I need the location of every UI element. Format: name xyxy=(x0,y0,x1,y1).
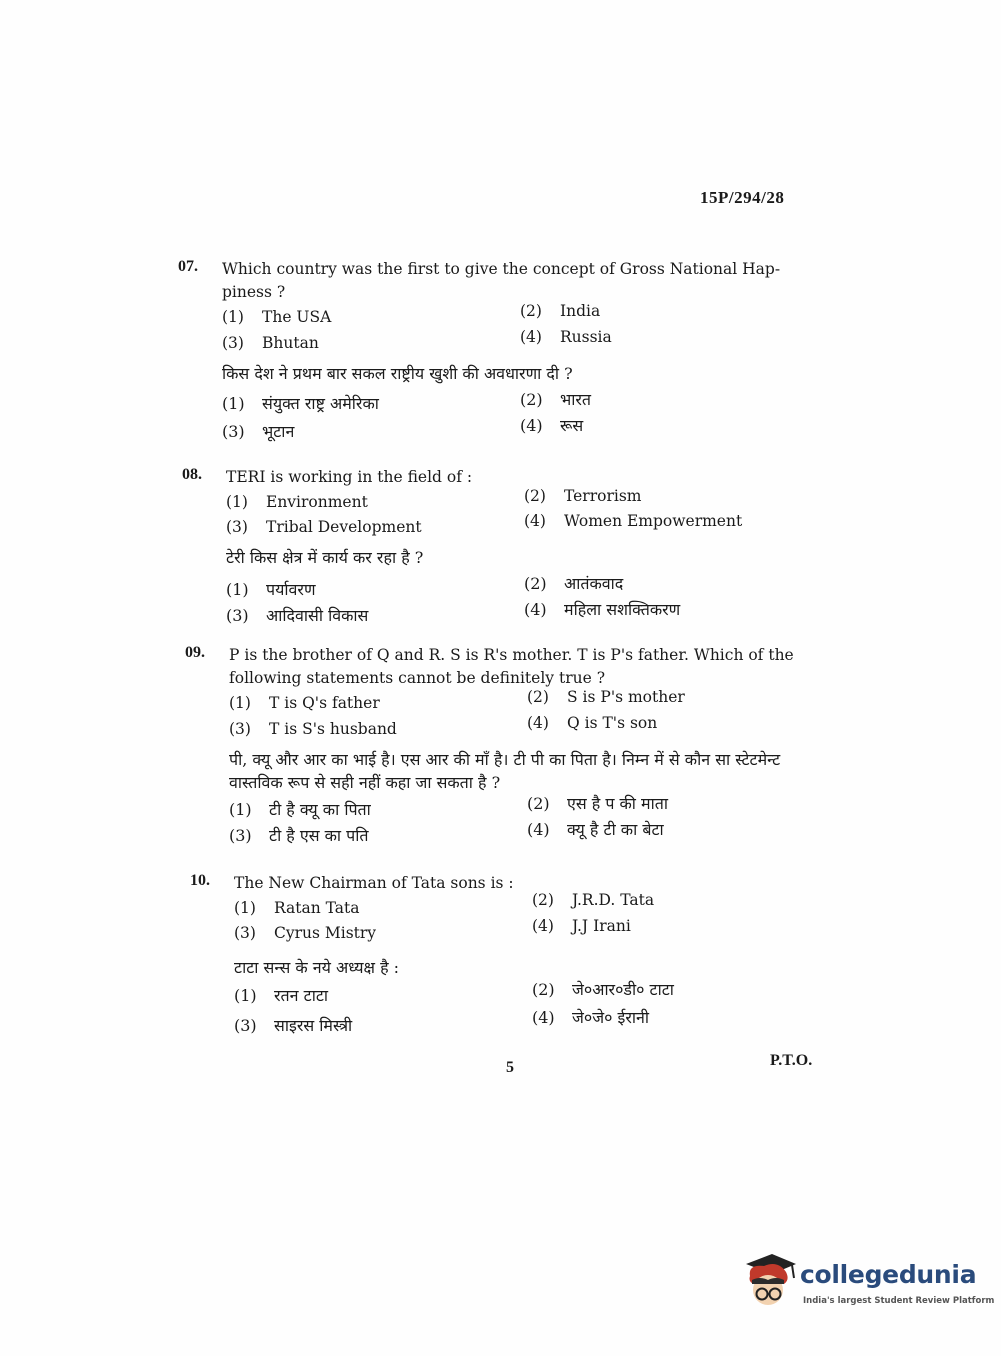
option-label: (4) xyxy=(520,328,542,346)
option-4 xyxy=(527,714,657,732)
option-1 xyxy=(229,694,380,712)
option-text: भूटान xyxy=(262,422,295,441)
option-text: Women Empowerment xyxy=(564,512,743,530)
question-text-hi: टेरी किस क्षेत्र में कार्य कर रहा है ? xyxy=(226,548,424,567)
option-text: जे०जे० ईरानी xyxy=(572,1008,650,1027)
option-label: (2) xyxy=(532,980,555,999)
option-2 xyxy=(532,891,654,909)
option-text: आतंकवाद xyxy=(564,574,624,593)
question-text-hi: किस देश ने प्रथम बार सकल राष्ट्रीय खुशी की अवधारणा दी ? xyxy=(222,364,573,383)
option-label: (3) xyxy=(226,518,248,536)
option-label: (2) xyxy=(532,891,554,909)
option-1 xyxy=(222,308,331,326)
hindi-option-3 xyxy=(226,604,368,626)
option-label: (3) xyxy=(234,1016,257,1035)
option-label: (2) xyxy=(527,794,550,813)
option-4 xyxy=(524,512,742,530)
option-text: आदिवासी विकास xyxy=(266,606,369,625)
hindi-option-3 xyxy=(234,1014,352,1036)
option-text: Environment xyxy=(266,493,368,511)
option-2 xyxy=(524,487,641,505)
hindi-option-1 xyxy=(226,578,316,600)
option-3 xyxy=(226,518,422,536)
hindi-option-3 xyxy=(222,420,294,442)
option-2 xyxy=(520,302,600,320)
option-label: (1) xyxy=(222,308,244,326)
option-1 xyxy=(234,899,360,917)
option-text: T is Q's father xyxy=(269,694,380,712)
question-10 xyxy=(190,872,830,1042)
option-text: महिला सशक्तिकरण xyxy=(564,600,681,619)
hindi-option-2 xyxy=(532,978,674,1000)
option-3 xyxy=(229,720,397,738)
option-label: (3) xyxy=(226,606,249,625)
option-label: (3) xyxy=(229,826,252,845)
question-text-en: The New Chairman of Tata sons is : xyxy=(234,874,514,892)
option-label: (1) xyxy=(234,986,257,1005)
option-text: एस है प की माता xyxy=(567,794,668,813)
hindi-option-4 xyxy=(520,414,583,436)
question-number: 07. xyxy=(178,258,198,275)
option-4 xyxy=(520,328,612,346)
option-text: Russia xyxy=(560,328,612,346)
option-label: (4) xyxy=(520,416,543,435)
option-label: (3) xyxy=(222,334,244,352)
logo-tagline: India's largest Student Review Platform xyxy=(803,1296,995,1306)
option-1 xyxy=(226,493,368,511)
option-text: रतन टाटा xyxy=(274,986,329,1005)
option-text: India xyxy=(560,302,601,320)
option-text: भारत xyxy=(560,390,592,409)
option-text: टी है क्यू का पिता xyxy=(269,800,371,819)
option-text: क्यू है टी का बेटा xyxy=(567,820,664,839)
hindi-option-2 xyxy=(520,388,591,410)
question-08 xyxy=(182,466,822,626)
option-label: (4) xyxy=(524,512,546,530)
option-label: (2) xyxy=(524,574,547,593)
question-07 xyxy=(178,258,818,448)
option-label: (3) xyxy=(222,422,245,441)
hindi-option-1 xyxy=(234,984,328,1006)
hindi-option-2 xyxy=(524,572,623,594)
option-label: (1) xyxy=(234,899,256,917)
question-text-en: Which country was the first to give the concept of Gross National Hap- piness ? xyxy=(222,260,781,301)
option-label: (1) xyxy=(226,493,248,511)
pto-label: P.T.O. xyxy=(770,1052,813,1069)
option-3 xyxy=(222,334,319,352)
option-2 xyxy=(527,688,685,706)
option-text: संयुक्त राष्ट्र अमेरिका xyxy=(262,394,379,413)
hindi-option-4 xyxy=(524,598,680,620)
option-label: (4) xyxy=(524,600,547,619)
option-label: (3) xyxy=(234,924,256,942)
page-code: 15P/294/28 xyxy=(700,188,785,207)
option-label: (2) xyxy=(520,390,543,409)
option-text: Ratan Tata xyxy=(274,899,360,917)
hindi-option-2 xyxy=(527,792,668,814)
option-label: (4) xyxy=(527,714,549,732)
question-text-en: P is the brother of Q and R. S is R's mother. T is P's father. Which of the following statements cannot be definitely true ? xyxy=(229,646,794,687)
logo-wordmark: collegedunia xyxy=(800,1260,977,1289)
option-text: साइरस मिस्त्री xyxy=(274,1016,353,1035)
mascot-icon xyxy=(742,1250,798,1312)
option-text: Tribal Development xyxy=(266,518,422,536)
option-text: Bhutan xyxy=(262,334,319,352)
option-4 xyxy=(532,917,631,935)
option-text: Q is T's son xyxy=(567,714,658,732)
collegedunia-logo xyxy=(742,1250,995,1312)
option-label: (2) xyxy=(524,487,546,505)
option-label: (3) xyxy=(229,720,251,738)
hindi-option-3 xyxy=(229,824,369,846)
hindi-option-1 xyxy=(229,798,371,820)
option-text: S is P's mother xyxy=(567,688,685,706)
option-label: (1) xyxy=(229,694,251,712)
option-text: J.R.D. Tata xyxy=(572,891,655,909)
question-number: 10. xyxy=(190,872,210,889)
option-text: Terrorism xyxy=(564,487,642,505)
hindi-option-4 xyxy=(532,1006,649,1028)
option-label: (2) xyxy=(520,302,542,320)
option-3 xyxy=(234,924,376,942)
option-text: T is S's husband xyxy=(269,720,397,738)
option-text: Cyrus Mistry xyxy=(274,924,377,942)
question-number: 09. xyxy=(185,644,205,661)
option-text: जे०आर०डी० टाटा xyxy=(572,980,674,999)
option-label: (4) xyxy=(532,917,554,935)
option-text: J.J Irani xyxy=(572,917,631,935)
page-number: 5 xyxy=(506,1059,514,1076)
option-label: (1) xyxy=(229,800,252,819)
option-text: The USA xyxy=(262,308,332,326)
option-label: (1) xyxy=(226,580,249,599)
option-text: पर्यावरण xyxy=(266,580,316,599)
option-label: (1) xyxy=(222,394,245,413)
option-label: (2) xyxy=(527,688,549,706)
question-text-en: TERI is working in the field of : xyxy=(226,468,473,486)
question-text-hi: टाटा सन्स के नये अध्यक्ष है : xyxy=(234,958,400,977)
hindi-option-4 xyxy=(527,818,664,840)
option-label: (4) xyxy=(532,1008,555,1027)
question-09 xyxy=(185,644,825,854)
question-text-hi: पी, क्यू और आर का भाई है। एस आर की माँ है। टी पी का पिता है। निम्न में से कौन सा स्टेटमेन्ट वास्तविक रूप से सही नहीं कहा जा सकता है ? xyxy=(229,750,781,792)
option-label: (4) xyxy=(527,820,550,839)
hindi-option-1 xyxy=(222,392,379,414)
question-number: 08. xyxy=(182,466,202,483)
option-text: रूस xyxy=(560,416,584,435)
option-text: टी है एस का पति xyxy=(269,826,369,845)
